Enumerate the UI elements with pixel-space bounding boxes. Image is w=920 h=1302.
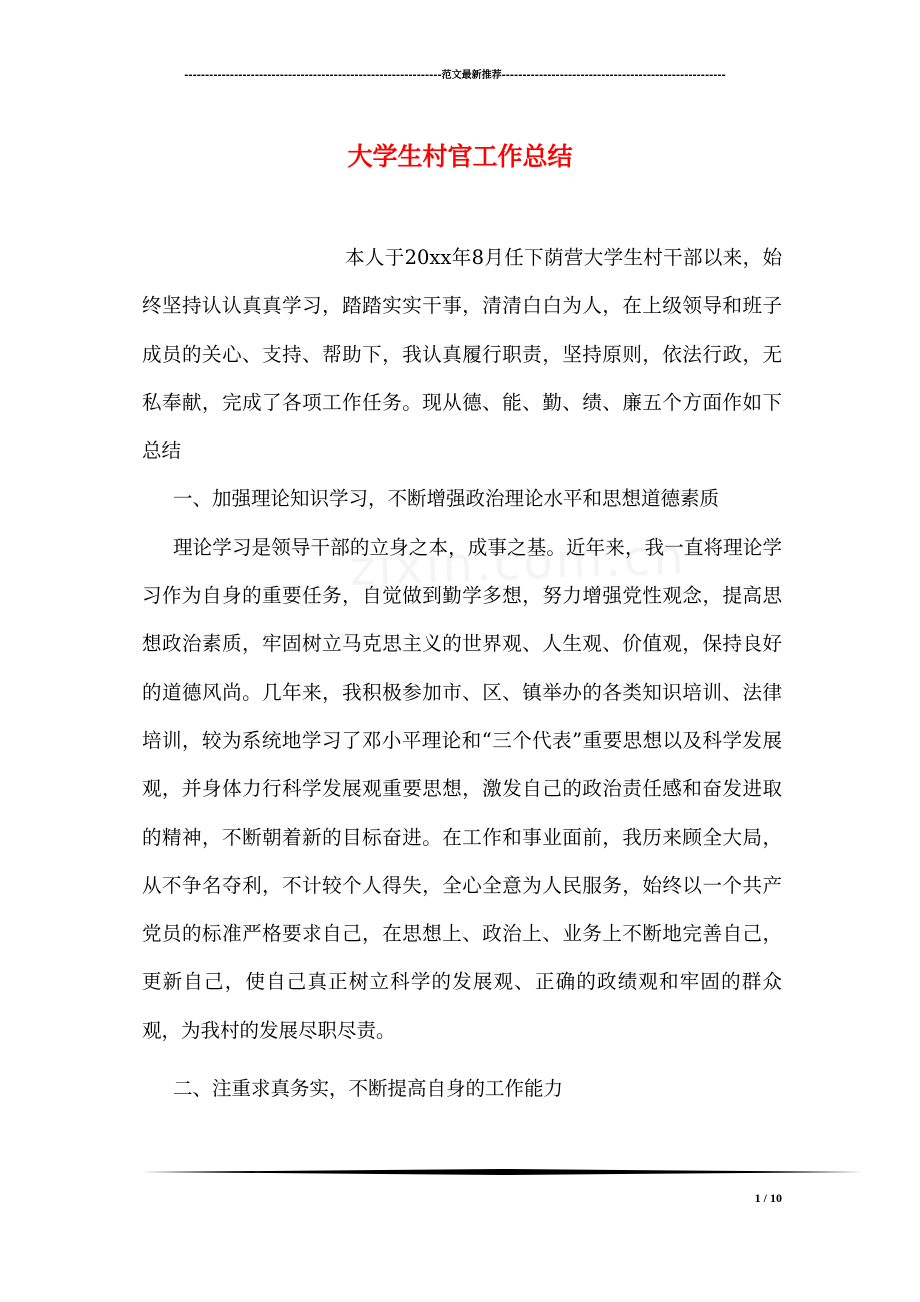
document-title: 大学生村官工作总结 — [347, 141, 573, 171]
intro-paragraph: 本人于20xx年8月任下荫营大学生村干部以来，始终坚持认认真真学习，踏踏实实干事，清清白白为人，在上级领导和班子成员的关心、支持、帮助下，我认真履行职责，坚持原则，依法行政，无私奉献，完成了各项工作任务。现从德、能、勤、绩、廉五个方面作如下总结 — [142, 246, 782, 463]
header-banner: --------------------------------------------------------------范文最新推荐------------------------------------------------------ — [184, 70, 726, 81]
document-body — [142, 234, 782, 1113]
section-1-paragraph: 理论学习是领导干部的立身之本，成事之基。近年来，我一直将理论学习作为自身的重要任务，自觉做到勤学多想，努力增强党性观念，提高思想政治素质，牢固树立马克思主义的世界观、人生观、价值观，保持良好的道德风尚。几年来，我积极参加市、区、镇举办的各类知识培训、法律培训，较为系统地学习了邓小平理论和“三个代表”重要思想以及科学发展观，并身体力行科学发展观重要思想，激发自己的政治责任感和奋发进取的精神，不断朝着新的目标奋进。在工作和事业面前，我历来顾全大局，从不争名夺利，不计较个人得失，全心全意为人民服务，始终以一个共产党员的标准严格要求自己，在思想上、政治上、业务上不断地完善自己，更新自己，使自己真正树立科学的发展观、正确的政绩观和牢固的群众观，为我村的发展尽职尽责。 — [142, 535, 782, 1042]
footer-divider — [142, 1169, 863, 1175]
page-number: 1 / 10 — [754, 1191, 782, 1205]
section-heading-1: 一、加强理论知识学习，不断增强政治理论水平和思想道德素质 — [173, 487, 720, 511]
section-heading-2: 二、注重求真务实，不断提高自身的工作能力 — [173, 1077, 564, 1101]
